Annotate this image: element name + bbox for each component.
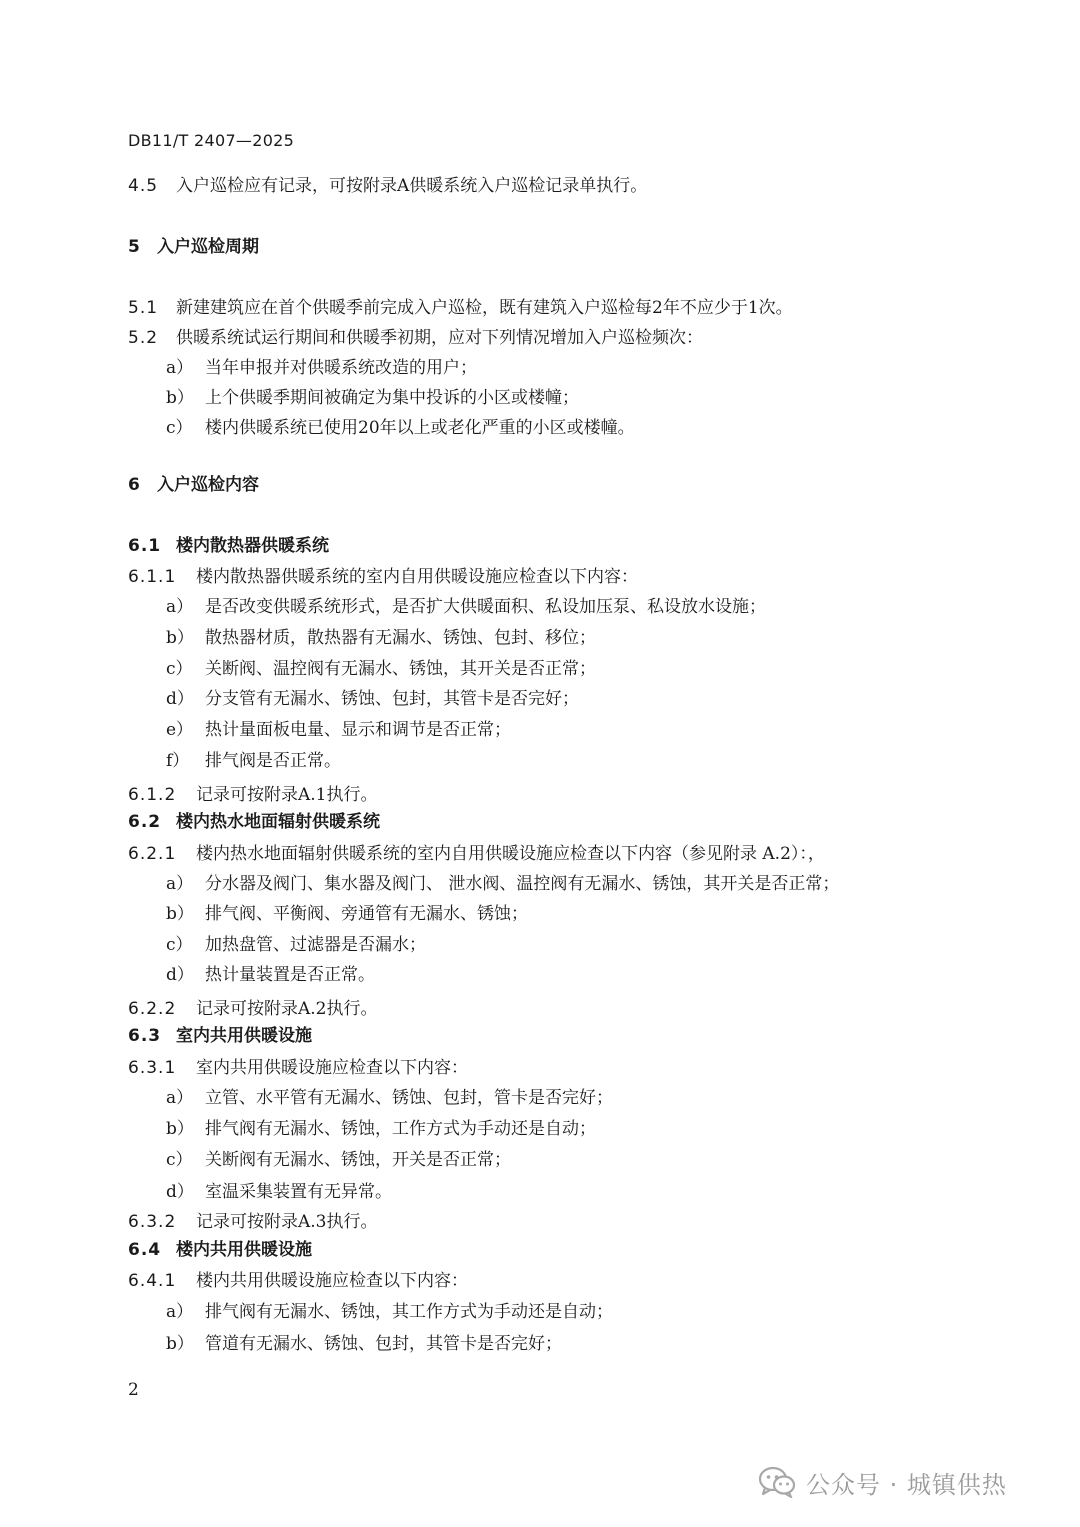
list-marker: c） xyxy=(166,935,193,955)
subsection-heading: 楼内共用供暖设施 xyxy=(176,1240,312,1260)
list-marker: b） xyxy=(166,1334,194,1354)
section-number: 5 xyxy=(128,237,141,257)
section-number: 6 xyxy=(128,475,141,495)
list-item-text: 热计量装置是否正常。 xyxy=(205,965,375,985)
list-item-text: 管道有无漏水、锈蚀、包封，其管卡是否完好； xyxy=(205,1334,562,1354)
list-marker: d） xyxy=(166,689,194,709)
list-item-text: 散热器材质，散热器有无漏水、锈蚀、包封、移位； xyxy=(205,628,596,648)
clause-number: 6.1.2 xyxy=(128,785,177,805)
list-marker: c） xyxy=(166,1150,193,1170)
clause-text: 记录可按附录A.2执行。 xyxy=(196,999,378,1019)
list-item-text: 是否改变供暖系统形式，是否扩大供暖面积、私设加压泵、私设放水设施； xyxy=(205,597,766,617)
clause-text: 楼内热水地面辐射供暖系统的室内自用供暖设施应检查以下内容（参见附录 A.2）：， xyxy=(196,844,825,864)
list-marker: a） xyxy=(166,597,194,617)
list-item-text: 排气阀是否正常。 xyxy=(205,751,341,771)
page-number: 2 xyxy=(128,1380,139,1400)
subsection-heading: 楼内散热器供暖系统 xyxy=(176,536,329,556)
standard-code: DB11/T 2407—2025 xyxy=(128,131,295,150)
list-marker: e） xyxy=(166,720,194,740)
subsection-number: 6.4 xyxy=(128,1240,162,1260)
clause-number: 4.5 xyxy=(128,176,159,196)
watermark-text: 公众号 · 城镇供热 xyxy=(806,1470,1007,1499)
subsection-number: 6.2 xyxy=(128,812,162,832)
clause-text: 入户巡检应有记录，可按附录A供暖系统入户巡检记录单执行。 xyxy=(176,176,648,196)
list-item-text: 关断阀有无漏水、锈蚀，开关是否正常； xyxy=(205,1150,511,1170)
subsection-heading: 楼内热水地面辐射供暖系统 xyxy=(176,812,380,832)
clause-number: 6.2.1 xyxy=(128,844,177,864)
list-marker: b） xyxy=(166,904,194,924)
list-marker: c） xyxy=(166,418,193,438)
list-item-text: 当年申报并对供暖系统改造的用户； xyxy=(205,358,477,378)
list-item-text: 上个供暖季期间被确定为集中投诉的小区或楼幢； xyxy=(205,388,579,408)
list-marker: a） xyxy=(166,1088,194,1108)
list-marker: b） xyxy=(166,388,194,408)
list-marker: a） xyxy=(166,1302,194,1322)
list-marker: d） xyxy=(166,1182,194,1202)
clause-number: 6.4.1 xyxy=(128,1271,177,1291)
list-item-text: 分支管有无漏水、锈蚀、包封，其管卡是否完好； xyxy=(205,689,579,709)
clause-text: 记录可按附录A.1执行。 xyxy=(196,785,378,805)
list-item-text: 排气阀有无漏水、锈蚀，工作方式为手动还是自动； xyxy=(205,1119,596,1139)
clause-text: 新建建筑应在首个供暖季前完成入户巡检，既有建筑入户巡检每2年不应少于1次。 xyxy=(176,298,793,318)
list-item-text: 热计量面板电量、显示和调节是否正常； xyxy=(205,720,511,740)
subsection-number: 6.3 xyxy=(128,1026,162,1046)
list-item-text: 室温采集装置有无异常。 xyxy=(205,1182,392,1202)
clause-number: 5.2 xyxy=(128,328,159,348)
list-item-text: 分水器及阀门、集水器及阀门、 泄水阀、温控阀有无漏水、锈蚀，其开关是否正常； xyxy=(205,874,840,894)
list-item-text: 关断阀、温控阀有无漏水、锈蚀，其开关是否正常； xyxy=(205,659,596,679)
clause-text: 楼内共用供暖设施应检查以下内容： xyxy=(196,1271,468,1291)
list-marker: b） xyxy=(166,1119,194,1139)
list-item-text: 排气阀、平衡阀、旁通管有无漏水、锈蚀； xyxy=(205,904,528,924)
list-marker: a） xyxy=(166,874,194,894)
clause-number: 6.1.1 xyxy=(128,567,177,587)
list-item-text: 立管、水平管有无漏水、锈蚀、包封，管卡是否完好； xyxy=(205,1088,613,1108)
wechat-icon xyxy=(758,1466,796,1498)
section-heading: 入户巡检内容 xyxy=(157,475,259,495)
clause-text: 楼内散热器供暖系统的室内自用供暖设施应检查以下内容： xyxy=(196,567,638,587)
list-item-text: 加热盘管、过滤器是否漏水； xyxy=(205,935,426,955)
list-marker: b） xyxy=(166,628,194,648)
list-item-text: 排气阀有无漏水、锈蚀，其工作方式为手动还是自动； xyxy=(205,1302,613,1322)
clause-text: 供暖系统试运行期间和供暖季初期，应对下列情况增加入户巡检频次： xyxy=(176,328,703,348)
list-marker: f） xyxy=(166,751,190,771)
subsection-heading: 室内共用供暖设施 xyxy=(176,1026,312,1046)
list-marker: d） xyxy=(166,965,194,985)
clause-text: 记录可按附录A.3执行。 xyxy=(196,1212,378,1232)
watermark xyxy=(758,1462,1007,1502)
clause-number: 6.3.1 xyxy=(128,1058,177,1078)
list-marker: a） xyxy=(166,358,194,378)
clause-number: 6.3.2 xyxy=(128,1212,177,1232)
clause-number: 6.2.2 xyxy=(128,999,177,1019)
section-heading: 入户巡检周期 xyxy=(157,237,259,257)
clause-text: 室内共用供暖设施应检查以下内容： xyxy=(196,1058,468,1078)
subsection-number: 6.1 xyxy=(128,536,162,556)
list-item-text: 楼内供暖系统已使用20年以上或老化严重的小区或楼幢。 xyxy=(205,418,635,438)
clause-number: 5.1 xyxy=(128,298,159,318)
list-marker: c） xyxy=(166,659,193,679)
